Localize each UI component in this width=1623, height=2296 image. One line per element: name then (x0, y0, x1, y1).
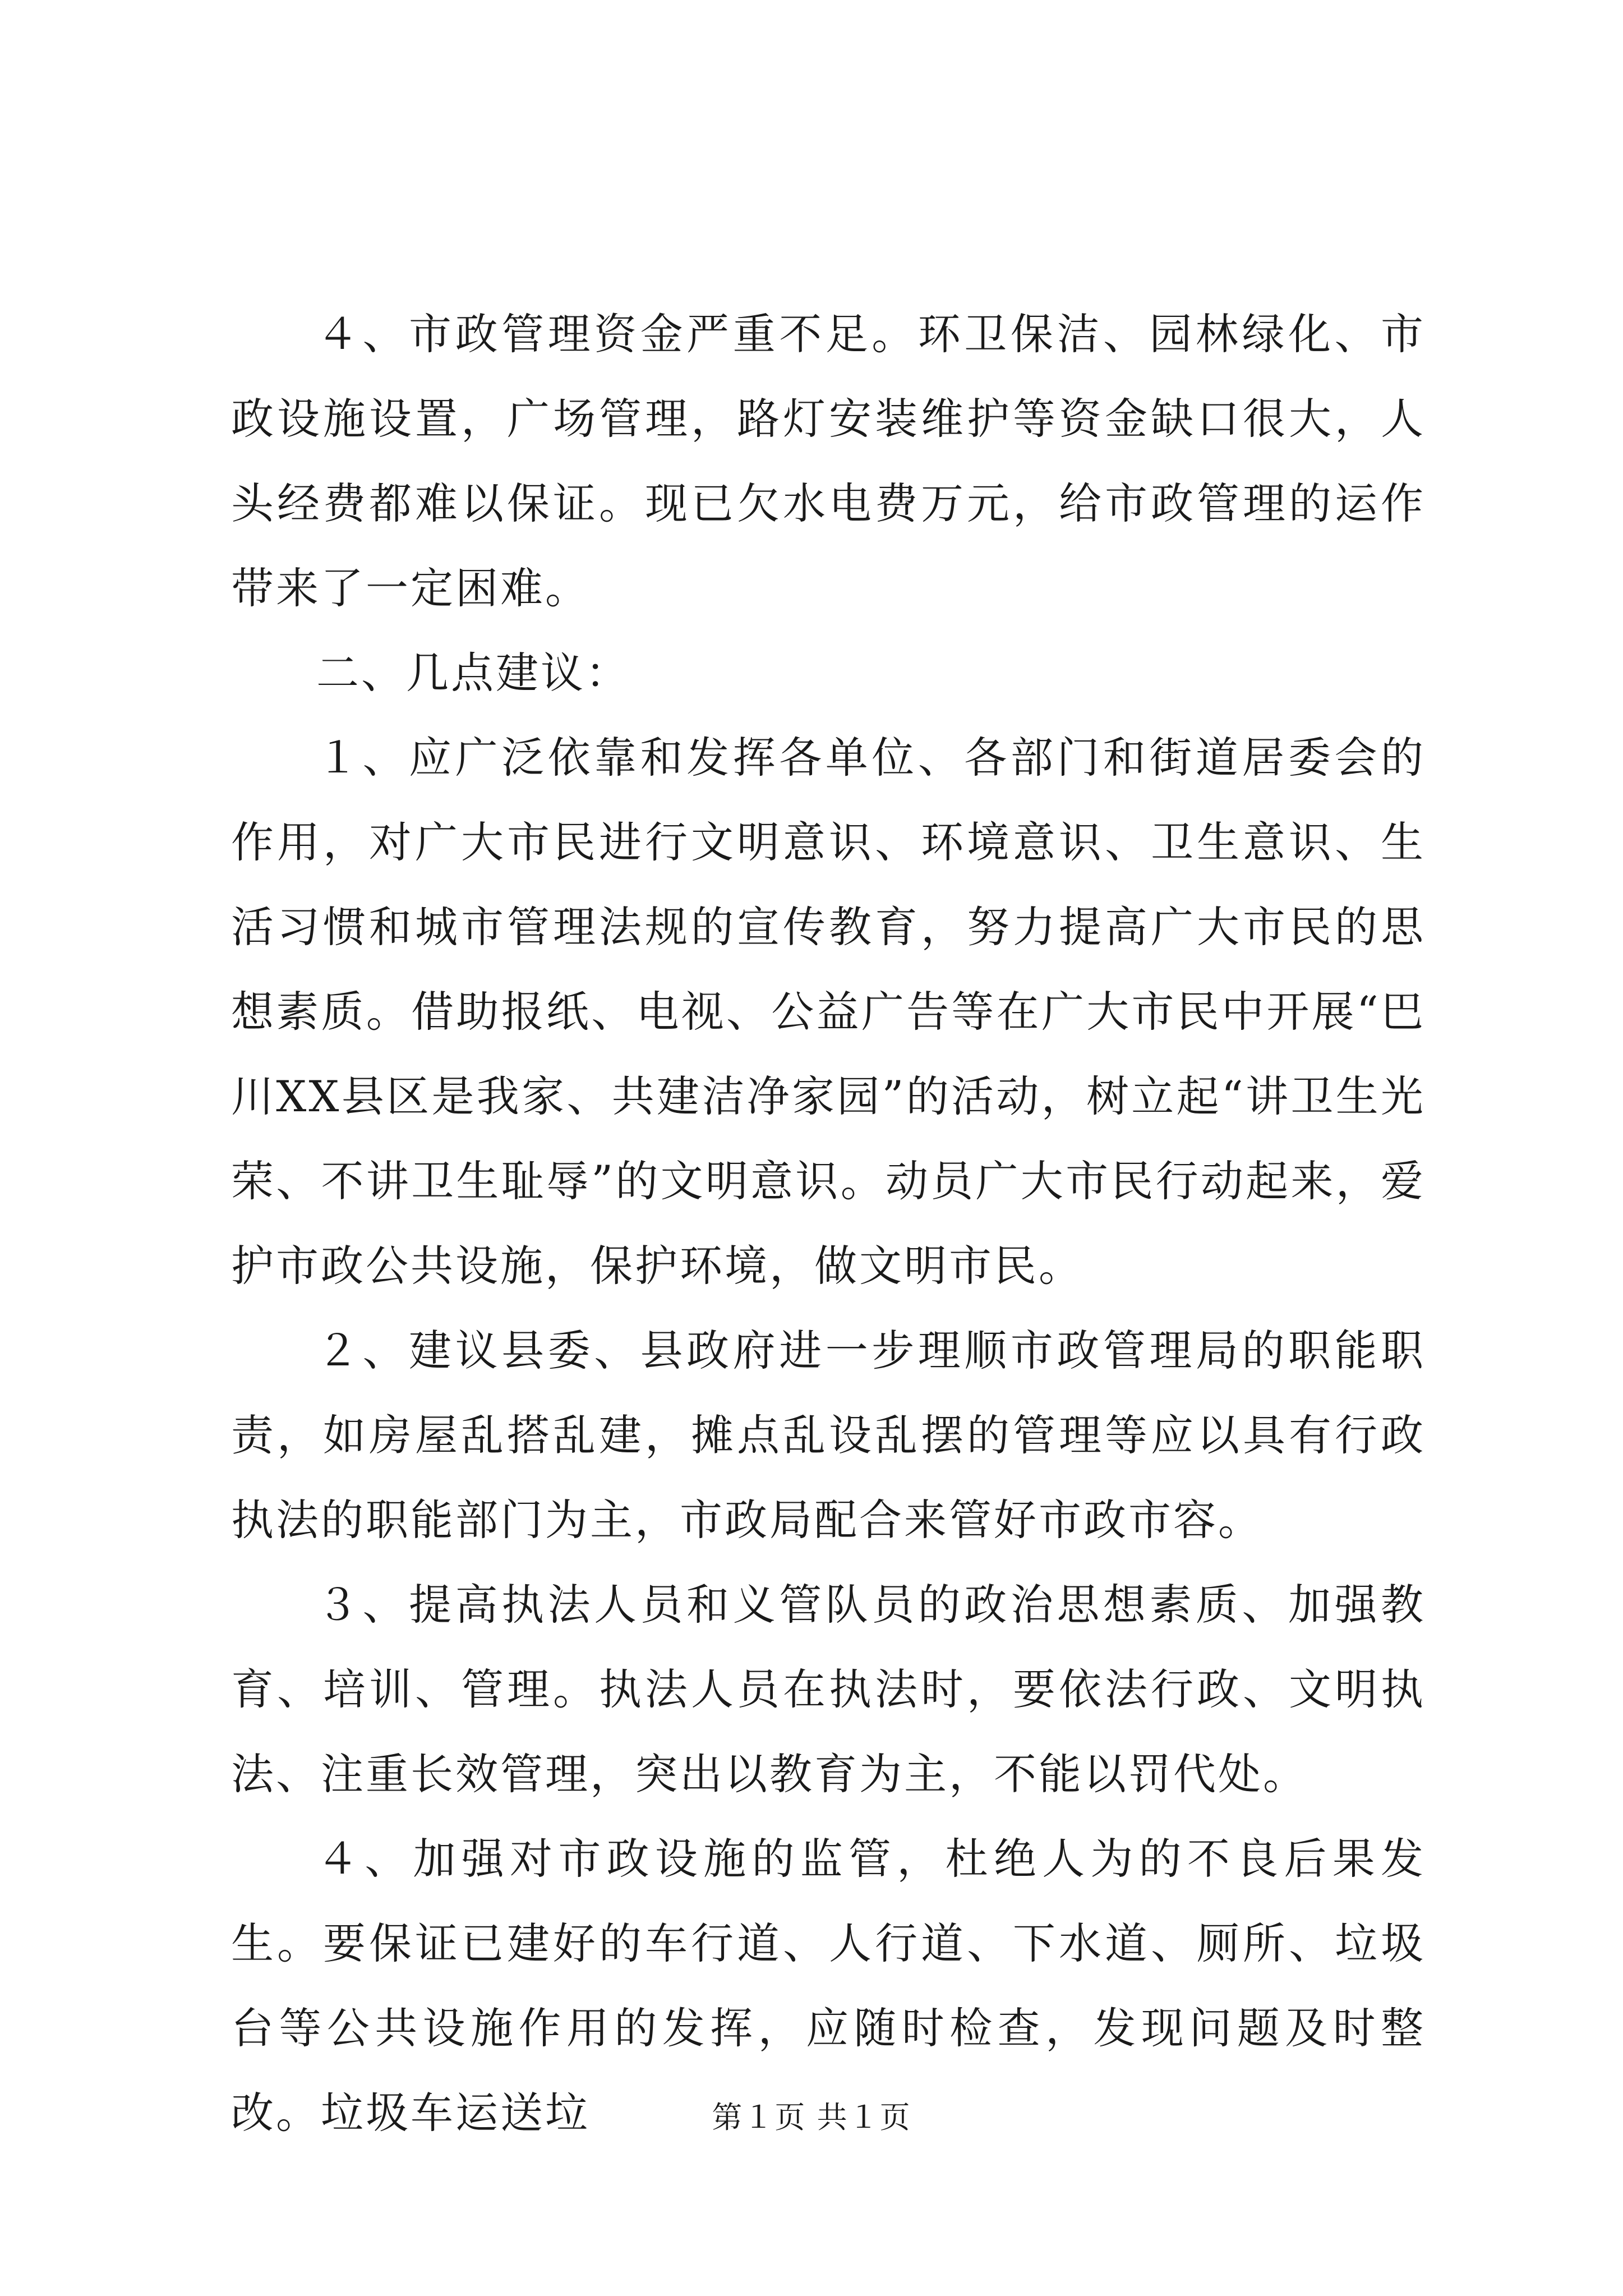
document-body (231, 292, 1426, 2155)
page-footer: 第１页 共１页 (712, 2100, 911, 2135)
paragraph-suggestion-4: ４、加强对市政设施的监管，杜绝人为的不良后果发生。要保证已建好的车行道、人行道、下水道、厕所、垃圾台等公共设施作用的发挥，应随时检查，发现问题及时整改。垃圾车运送垃 (231, 1834, 1426, 2138)
paragraph-suggestion-2: ２、建议县委、县政府进一步理顺市政管理局的职能职责，如房屋乱搭乱建，摊点乱设乱摆的管理等应以具有行政执法的职能部门为主，市政局配合来管好市政市容。 (231, 1326, 1426, 1545)
section-heading-suggestions: 二、几点建议： (316, 648, 630, 698)
paragraph-suggestion-3: ３、提高执法人员和义管队员的政治思想素质、加强教育、培训、管理。执法人员在执法时，要依法行政、文明执法、注重长效管理，突出以教育为主，不能以罚代处。 (231, 1580, 1426, 1799)
paragraph-suggestion-1: １、应广泛依靠和发挥各单位、各部门和街道居委会的作用，对广大市民进行文明意识、环境意识、卫生意识、生活习惯和城市管理法规的宣传教育，努力提高广大市民的思想素质。借助报纸、电视、公益广告等在广大市民中开展“巴川XX县区是我家、共建洁净家园”的活动，树立起“讲卫生光荣、不讲卫生耻辱”的文明意识。动员广大市民行动起来，爱护市政公共设施，保护环境，做文明市民。 (231, 733, 1426, 1291)
paragraph-funding-shortage: ４、市政管理资金严重不足。环卫保洁、园林绿化、市政设施设置，广场管理，路灯安装维护等资金缺口很大，人头经费都难以保证。现已欠水电费万元，给市政管理的运作带来了一定困难。 (231, 309, 1426, 613)
